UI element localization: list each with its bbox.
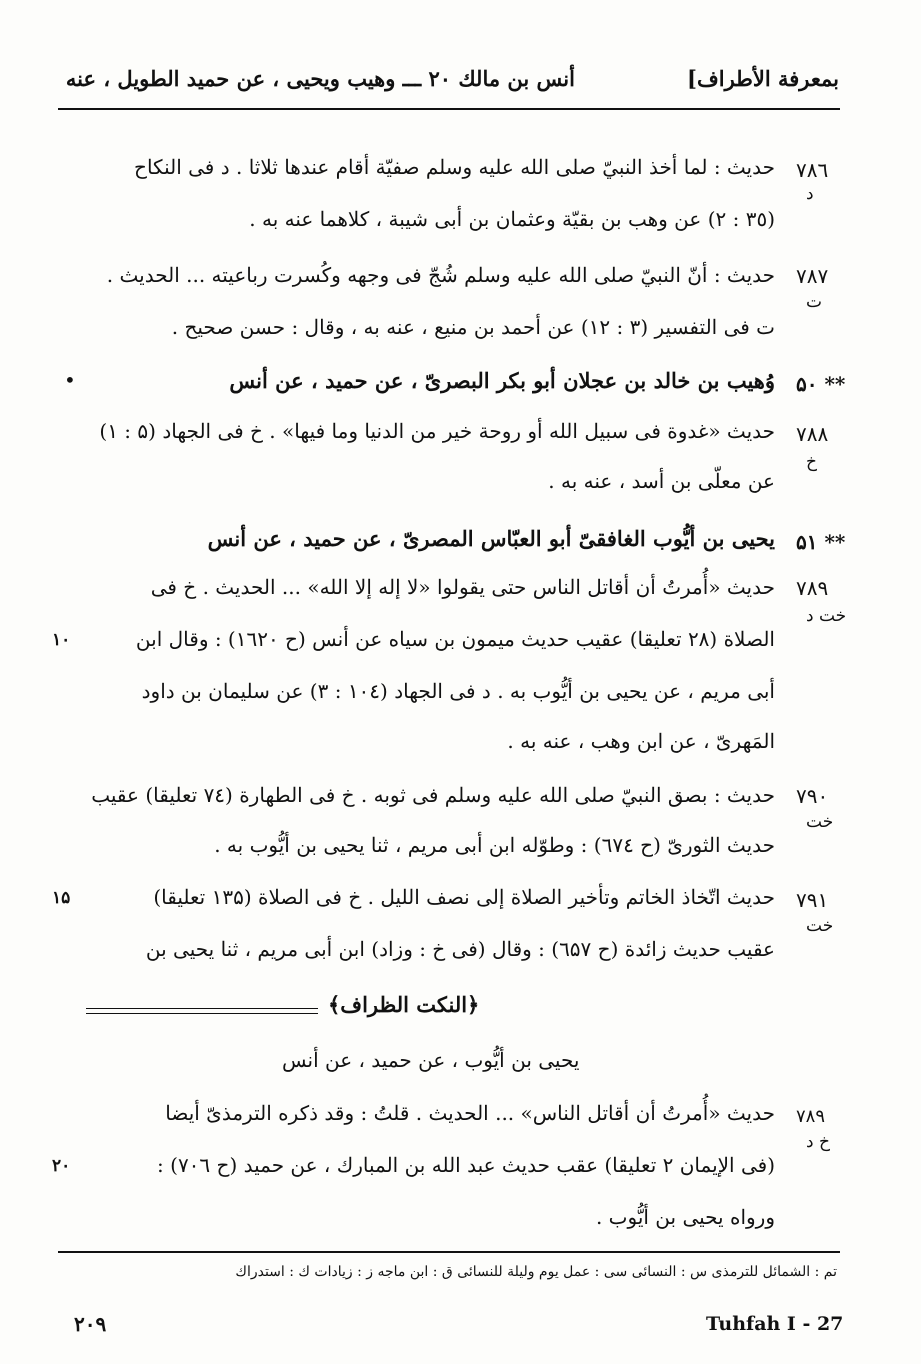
header-center: أنس بن مالك ۲۰ ـــ وهيب ويحيى ، عن حميد الطويل ، عنه	[65, 66, 575, 91]
header-left: بمعرفة الأطراف]	[687, 66, 839, 91]
entry-line: (۳٥ : ۲) عن وهب بن بقيّة وعثمان بن أبى شيبة ، كلاهما عنه به .	[249, 207, 775, 231]
entry-line: حديث الثورىّ (ح ٦۷٤) : وطوّله ابن أبى مريم ، ثنا يحيى بن أيُّوب به .	[214, 833, 775, 857]
nukat-line: ورواه يحيى بن أيُّوب .	[595, 1205, 775, 1229]
header-rule	[58, 108, 840, 110]
source-siglum: د	[806, 184, 814, 204]
entry-line: حديث «أُمرتُ أن أقاتل الناس حتى يقولوا «لا إله إلا الله» ... الحديث . خ فى	[150, 575, 775, 599]
nukat-narrator: يحيى بن أيُّوب ، عن حميد ، عن أنس	[282, 1048, 580, 1072]
hadith-number: ۷۸۷	[796, 264, 829, 288]
margin-line-number: ۲۰	[52, 1156, 71, 1176]
entry-line: عقيب حديث زائدة (ح ٦۵۷) : وقال (فى خ : وزاد) ابن أبى مريم ، ثنا يحيى بن	[145, 937, 775, 961]
hadith-number: ۷۸۹	[796, 576, 829, 600]
section-rule-left	[86, 1008, 318, 1009]
hadith-number: ۷۹۰	[796, 784, 829, 808]
entry-line: حديث : بصق النبيّ صلى الله عليه وسلم فى ثوبه . خ فى الطهارة (۷٤ تعليقا) عقيب	[91, 783, 775, 807]
entry-line: المَهرىّ ، عن ابن وهب ، عنه به .	[507, 729, 775, 753]
narrator-number: ۵۱ **	[796, 530, 846, 554]
narrator-heading: يحيى بن أيُّوب الغافقىّ أبو العبّاس المصرىّ ، عن حميد ، عن أنس	[207, 526, 775, 551]
page-number: ۲۰۹	[74, 1312, 107, 1336]
margin-line-number: ۱۵	[52, 888, 71, 908]
hadith-number: ۷۸۸	[796, 422, 829, 446]
entry-line: أبى مريم ، عن يحيى بن أيُّوب به . د فى الجهاد (۱۰٤ : ۳) عن سليمان بن داود	[141, 679, 775, 703]
hadith-number: ۷۹۱	[796, 888, 829, 912]
source-siglum: خت	[806, 916, 834, 936]
nukat-line: حديث «أُمرتُ أن أقاتل الناس» ... الحديث . قلتُ : وقد ذكره الترمذىّ أيضا	[165, 1101, 775, 1125]
entry-line: عن معلّى بن أسد ، عنه به .	[548, 469, 775, 493]
bullet-mark: •	[64, 368, 76, 392]
hadith-number: ۷۸۹	[796, 1106, 826, 1127]
margin-line-number: ۱۰	[52, 630, 71, 650]
abbreviations-legend: تم : الشمائل للترمذى س : النسائى سى : عمل يوم وليلة للنسائى ق : ابن ماجه ز : زيادات ك : استدراك	[235, 1264, 837, 1280]
entry-line: حديث اتّخاذ الخاتم وتأخير الصلاة إلى نصف الليل . خ فى الصلاة (۱۳۵ تعليقا)	[153, 885, 775, 909]
narrator-number: ۵۰ **	[796, 372, 846, 396]
source-siglum: ت	[806, 292, 823, 312]
entry-line: ت فى التفسير (۳ : ۱۲) عن أحمد بن منيع ، عنه به ، وقال : حسن صحيح .	[171, 315, 775, 339]
entry-line: حديث : لما أخذ النبيّ صلى الله عليه وسلم صفيّة أقام عندها ثلاثا . د فى النكاح	[134, 155, 775, 179]
entry-line: حديث «غدوة فى سبيل الله أو روحة خير من الدنيا وما فيها» . خ فى الجهاد (۵ : ۱)	[99, 419, 775, 443]
section-rule-left-2	[86, 1013, 318, 1014]
source-siglum: خ د	[806, 1132, 830, 1152]
nukat-line: (فى الإيمان ۲ تعليقا) عقب حديث عبد الله بن المبارك ، عن حميد (ح ۷۰٦) :	[157, 1153, 775, 1177]
entry-line: الصلاة (۲۸ تعليقا) عقيب حديث ميمون بن سياه عن أنس (ح ۱٦۲۰) : وقال ابن	[135, 627, 775, 651]
source-siglum: خت د	[806, 606, 847, 626]
source-siglum: خ	[806, 452, 817, 472]
section-title: ﴿النكت الظراف﴾	[328, 992, 480, 1017]
hadith-number: ۷۸٦	[796, 158, 829, 182]
source-siglum: خت	[806, 812, 834, 832]
volume-signature: Tuhfah I - 27	[706, 1313, 844, 1335]
footnote-rule	[58, 1251, 840, 1253]
narrator-heading: وُهيب بن خالد بن عجلان أبو بكر البصرىّ ، عن حميد ، عن أنس	[229, 368, 775, 393]
entry-line: حديث : أنّ النبيّ صلى الله عليه وسلم شُجّ فى وجهه وكُسرت رباعيته ... الحديث .	[106, 263, 775, 287]
